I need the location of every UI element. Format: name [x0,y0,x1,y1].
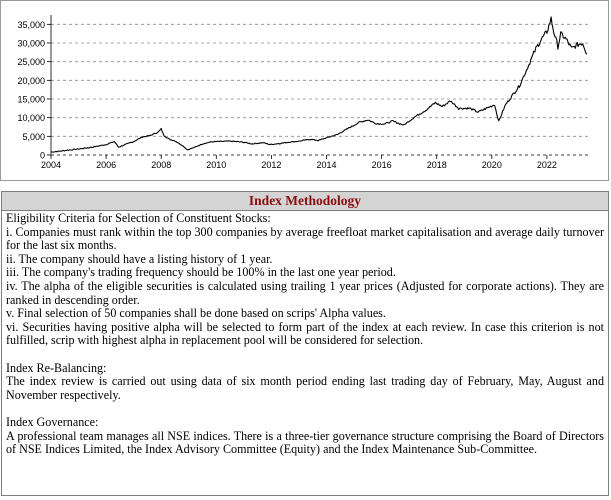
eligibility-item: i. Companies must rank within the top 300 companies by average freefloat market capitalisation and average daily turnover for the last six months. [6,224,604,253]
y-tick-label: 10,000 [17,113,45,124]
rebalancing-text: The index review is carried out using data of six month period ending last trading day of February, May, August and November respectively. [6,374,604,402]
eligibility-item: iii. The company's trading frequency should be 100% in the last one year period. [6,265,396,280]
x-tick-label: 2012 [261,160,282,170]
x-tick-label: 2006 [96,160,117,170]
x-tick-label: 2016 [371,160,392,170]
series-line-index [51,17,587,152]
y-tick-label: 25,000 [17,57,45,68]
y-tick-label: 20,000 [17,75,45,86]
x-tick-label: 2014 [316,160,337,170]
y-tick-label: 0 [39,150,45,161]
x-tick-label: 2018 [426,160,447,170]
rebalancing-heading: Index Re-Balancing: [6,360,107,375]
y-tick-label: 30,000 [17,38,45,49]
index-chart-panel [0,0,609,181]
index-methodology-panel [1,191,609,496]
methodology-content [2,211,608,457]
x-tick-label: 2022 [536,160,557,170]
eligibility-item: v. Final selection of 50 companies shall be done based on scrips' Alpha values. [6,306,386,321]
x-tick-label: 2020 [481,160,502,170]
y-tick-label: 15,000 [17,94,45,105]
index-line-chart [1,1,610,182]
eligibility-heading: Eligibility Criteria for Selection of Constituent Stocks: [6,211,271,225]
x-tick-label: 2008 [151,160,172,170]
x-tick-label: 2004 [40,160,62,170]
y-tick-label: 5,000 [22,131,45,142]
eligibility-item: vi. Securities having positive alpha will be selected to form part of the index at each review. In case this criterion is not fulfilled, scrip with highest alpha in replacement pool will be considered for selection. [6,319,604,348]
y-tick-label: 35,000 [17,19,45,30]
methodology-title: Index Methodology [2,192,608,211]
governance-heading: Index Governance: [6,414,99,429]
eligibility-item: ii. The company should have a listing history of 1 year. [6,251,273,266]
governance-text: A professional team manages all NSE indices. There is a three-tier governance structure comprising the Board of Directors of NSE Indices Limited, the Index Advisory Committee (Equity) and the Index Maintenance Sub-Committee. [6,428,604,457]
eligibility-item: iv. The alpha of the eligible securities is calculated using trailing 1 year prices (Adjusted for corporate actions). They are ranked in descending order. [6,278,604,307]
x-tick-label: 2010 [206,160,227,170]
